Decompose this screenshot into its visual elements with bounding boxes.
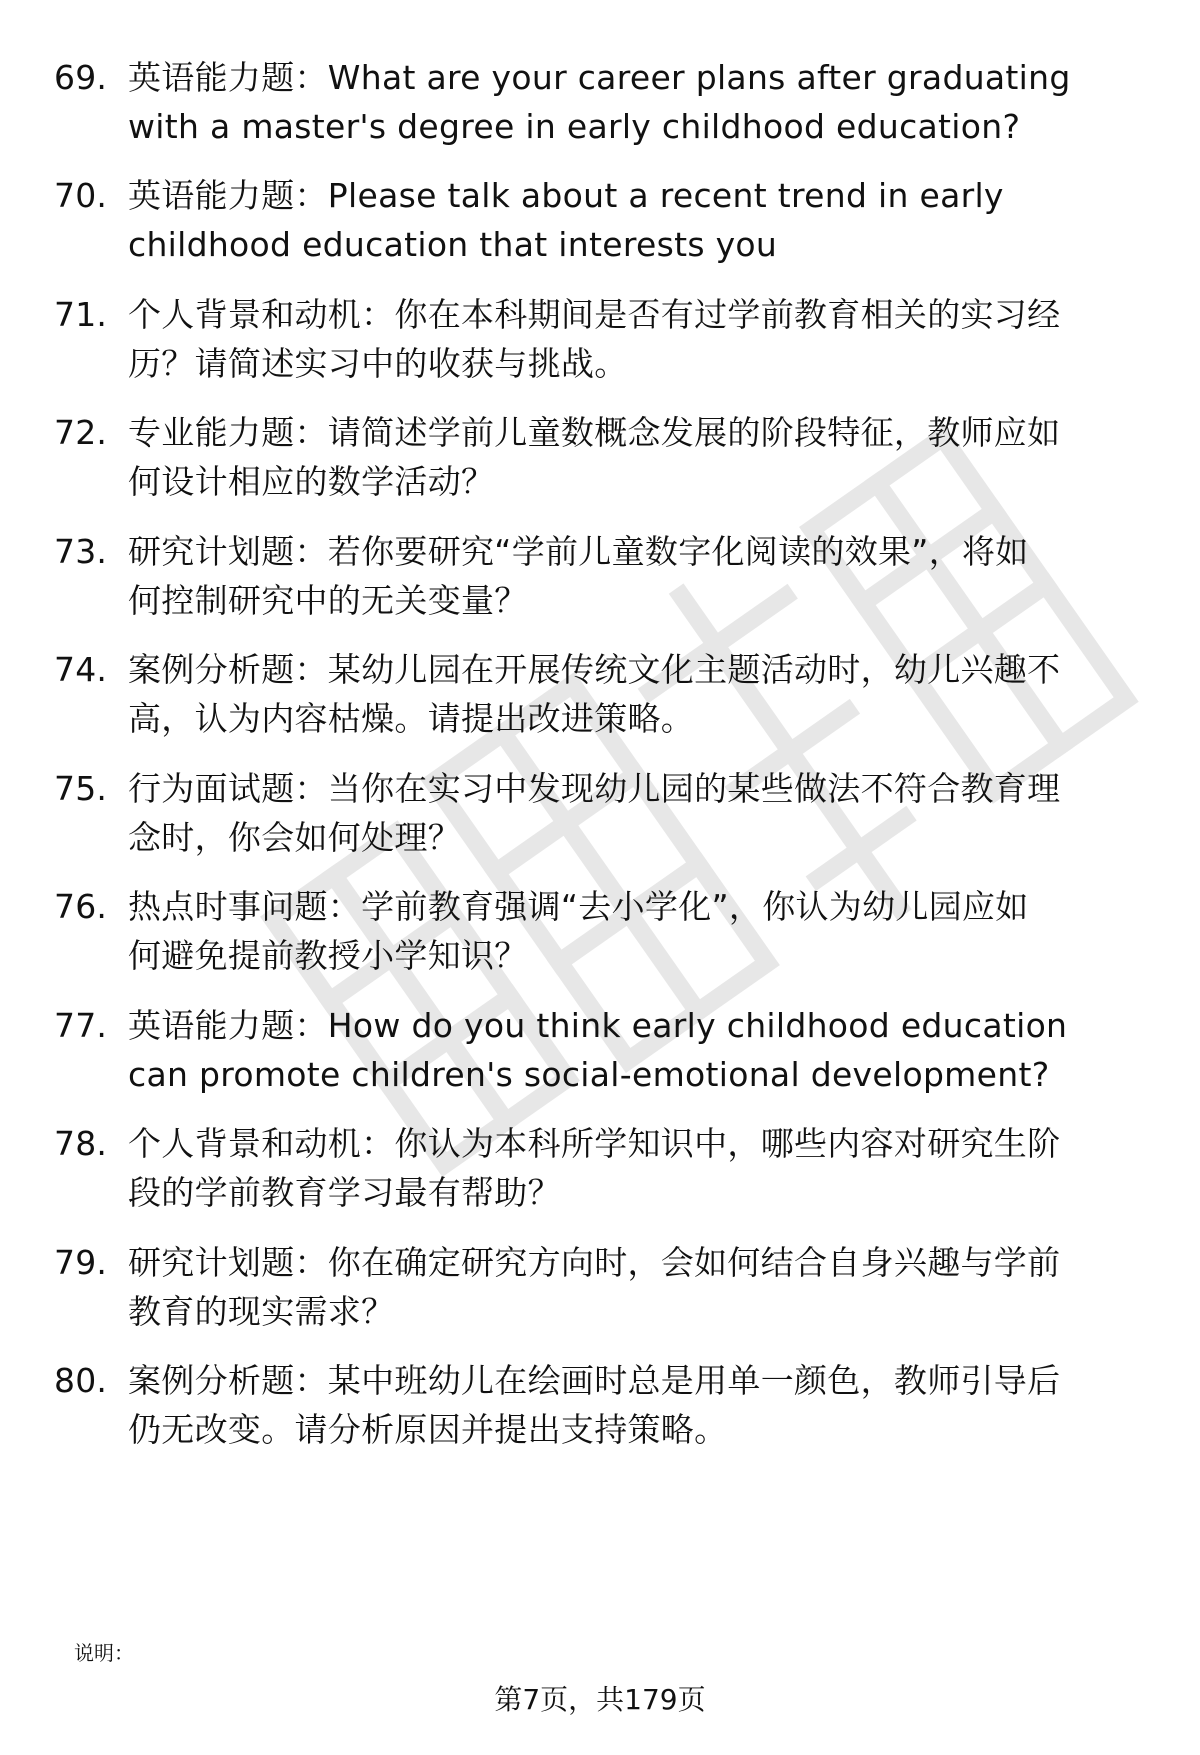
item-text: 行为面试题：当你在实习中发现幼儿园的某些做法不符合教育理 念时，你会如何处理？ xyxy=(128,769,1061,857)
item-number: 78. xyxy=(54,1124,108,1163)
item-text: 英语能力题：Please talk about a recent trend in early childhood education that interests you xyxy=(128,176,1004,264)
item-text: 热点时事问题：学前教育强调“去小学化”，你认为幼儿园应如 何避免提前教授小学知识？ xyxy=(128,887,1029,975)
item-text: 案例分析题：某中班幼儿在绘画时总是用单一颜色，教师引导后 仍无改变。请分析原因并提出支持策略。 xyxy=(128,1361,1061,1449)
item-text: 案例分析题：某幼儿园在开展传统文化主题活动时，幼儿兴趣不 高，认为内容枯燥。请提出改进策略。 xyxy=(128,650,1061,738)
item-number: 74. xyxy=(54,650,108,689)
item-number: 69. xyxy=(54,58,108,97)
item-text: 英语能力题：How do you think early childhood education can promote children's social-emotional development? xyxy=(128,1006,1068,1094)
item-text: 个人背景和动机：你认为本科所学知识中，哪些内容对研究生阶 段的学前教育学习最有帮助？ xyxy=(128,1124,1061,1212)
item-text: 个人背景和动机：你在本科期间是否有过学前教育相关的实习经 历？请简述实习中的收获与挑战。 xyxy=(128,295,1061,383)
item-number: 71. xyxy=(54,295,108,334)
item-number: 70. xyxy=(54,176,108,215)
item-number: 77. xyxy=(54,1006,108,1045)
item-text: 英语能力题：What are your career plans after graduating with a master's degree in early childhood education? xyxy=(128,58,1071,146)
item-text: 研究计划题：你在确定研究方向时，会如何结合自身兴趣与学前 教育的现实需求？ xyxy=(128,1243,1061,1331)
item-text: 研究计划题：若你要研究“学前儿童数字化阅读的效果”，将如 何控制研究中的无关变量？ xyxy=(128,532,1029,620)
item-number: 79. xyxy=(54,1243,108,1282)
item-text: 专业能力题：请简述学前儿童数概念发展的阶段特征，教师应如 何设计相应的数学活动？ xyxy=(128,413,1061,501)
page-number: 第7页，共179页 xyxy=(494,1683,706,1716)
item-number: 80. xyxy=(54,1361,108,1400)
item-number: 75. xyxy=(54,769,108,808)
item-number: 72. xyxy=(54,413,108,452)
item-number: 73. xyxy=(54,532,108,571)
item-number: 76. xyxy=(54,887,108,926)
note-label: 说明： xyxy=(74,1641,134,1665)
